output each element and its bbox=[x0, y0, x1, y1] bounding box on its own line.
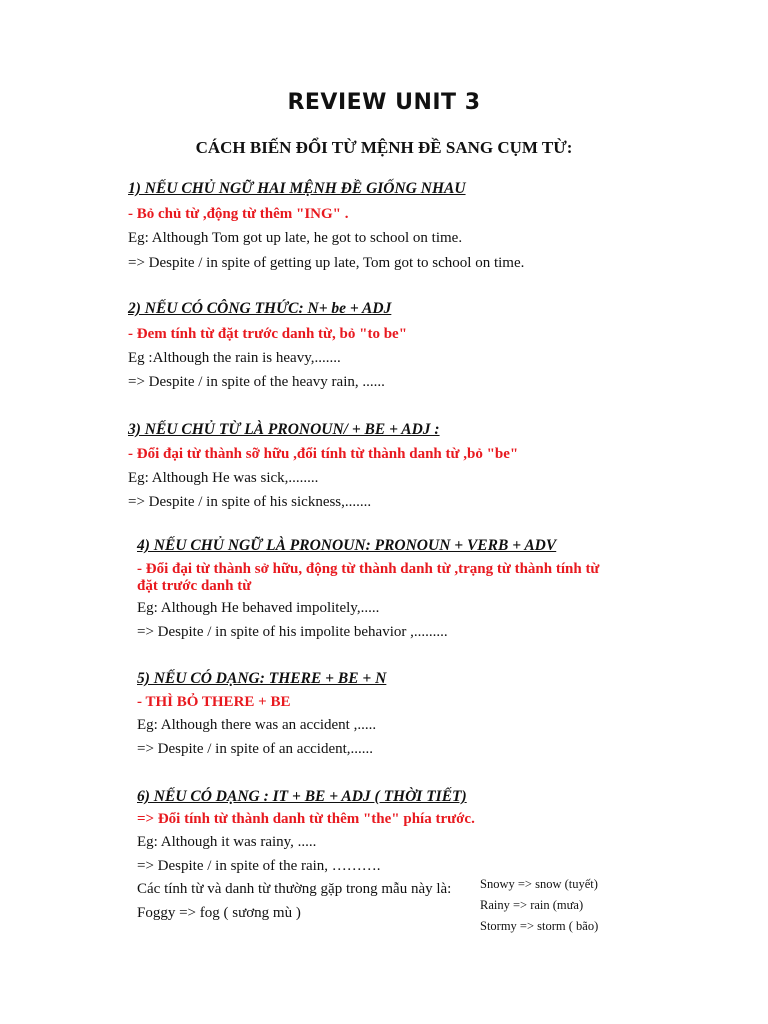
section-4-example: Eg: Although He behaved impolitely,..... bbox=[137, 600, 380, 616]
section-4-heading: 4) NẾU CHỦ NGỮ LÀ PRONOUN: PRONOUN + VERB + ADV bbox=[137, 537, 557, 554]
section-1-rule: - Bỏ chủ từ ,động từ thêm "ING" . bbox=[128, 206, 349, 222]
section-1-example: Eg: Although Tom got up late, he got to school on time. bbox=[128, 230, 463, 246]
section-1-heading: 1) NẾU CHỦ NGỮ HAI MỆNH ĐỀ GIỐNG NHAU bbox=[128, 180, 466, 197]
section-5-result: => Despite / in spite of an accident,...... bbox=[137, 741, 374, 757]
section-6-example: Eg: Although it was rainy, ..... bbox=[137, 834, 317, 850]
section-6-result: => Despite / in spite of the rain, ………. bbox=[137, 858, 381, 874]
section-5-heading: 5) NẾU CÓ DẠNG: THERE + BE + N bbox=[137, 670, 387, 687]
section-2-result: => Despite / in spite of the heavy rain, ...... bbox=[128, 374, 385, 390]
section-4-result: => Despite / in spite of his impolite behavior ,......... bbox=[137, 624, 448, 640]
section-3-rule: - Đổi đại từ thành sỡ hữu ,đổi tính từ thành danh từ ,bỏ "be" bbox=[128, 446, 519, 462]
section-2-example: Eg :Although the rain is heavy,....... bbox=[128, 350, 341, 366]
section-4-rule: - Đổi đại từ thành sở hữu, động từ thành danh từ ,trạng từ thành tính từ đặt trước danh từ bbox=[137, 561, 600, 594]
page-subtitle: CÁCH BIẾN ĐỔI TỪ MỆNH ĐỀ SANG CỤM TỪ: bbox=[195, 138, 573, 157]
section-5-example: Eg: Although there was an accident ,..... bbox=[137, 717, 377, 733]
section-3-heading: 3) NẾU CHỦ TỪ LÀ PRONOUN/ + BE + ADJ : bbox=[128, 421, 440, 438]
common-pair-stormy: Stormy => storm ( bão) bbox=[480, 919, 599, 933]
section-6-rule: => Đổi tính từ thành danh từ thêm "the" phía trước. bbox=[137, 811, 475, 827]
common-pair-snowy: Snowy => snow (tuyết) bbox=[480, 877, 598, 891]
section-6-heading: 6) NẾU CÓ DẠNG : IT + BE + ADJ ( THỜI TIẾT) bbox=[137, 788, 467, 805]
section-5-rule: - THÌ BỎ THERE + BE bbox=[137, 694, 291, 710]
common-pair-foggy: Foggy => fog ( sương mù ) bbox=[137, 905, 301, 921]
section-2-heading: 2) NẾU CÓ CÔNG THỨC: N+ be + ADJ bbox=[128, 300, 392, 317]
common-pair-rainy: Rainy => rain (mưa) bbox=[480, 898, 584, 912]
section-3-example: Eg: Although He was sick,........ bbox=[128, 470, 319, 486]
page-title: REVIEW UNIT 3 bbox=[287, 90, 481, 115]
section-2-rule: - Đem tính từ đặt trước danh từ, bỏ "to be" bbox=[128, 326, 408, 342]
section-1-result: => Despite / in spite of getting up late, Tom got to school on time. bbox=[128, 255, 525, 271]
section-3-result: => Despite / in spite of his sickness,....... bbox=[128, 494, 372, 510]
common-pairs-intro: Các tính từ và danh từ thường gặp trong mẫu này là: bbox=[137, 881, 452, 897]
